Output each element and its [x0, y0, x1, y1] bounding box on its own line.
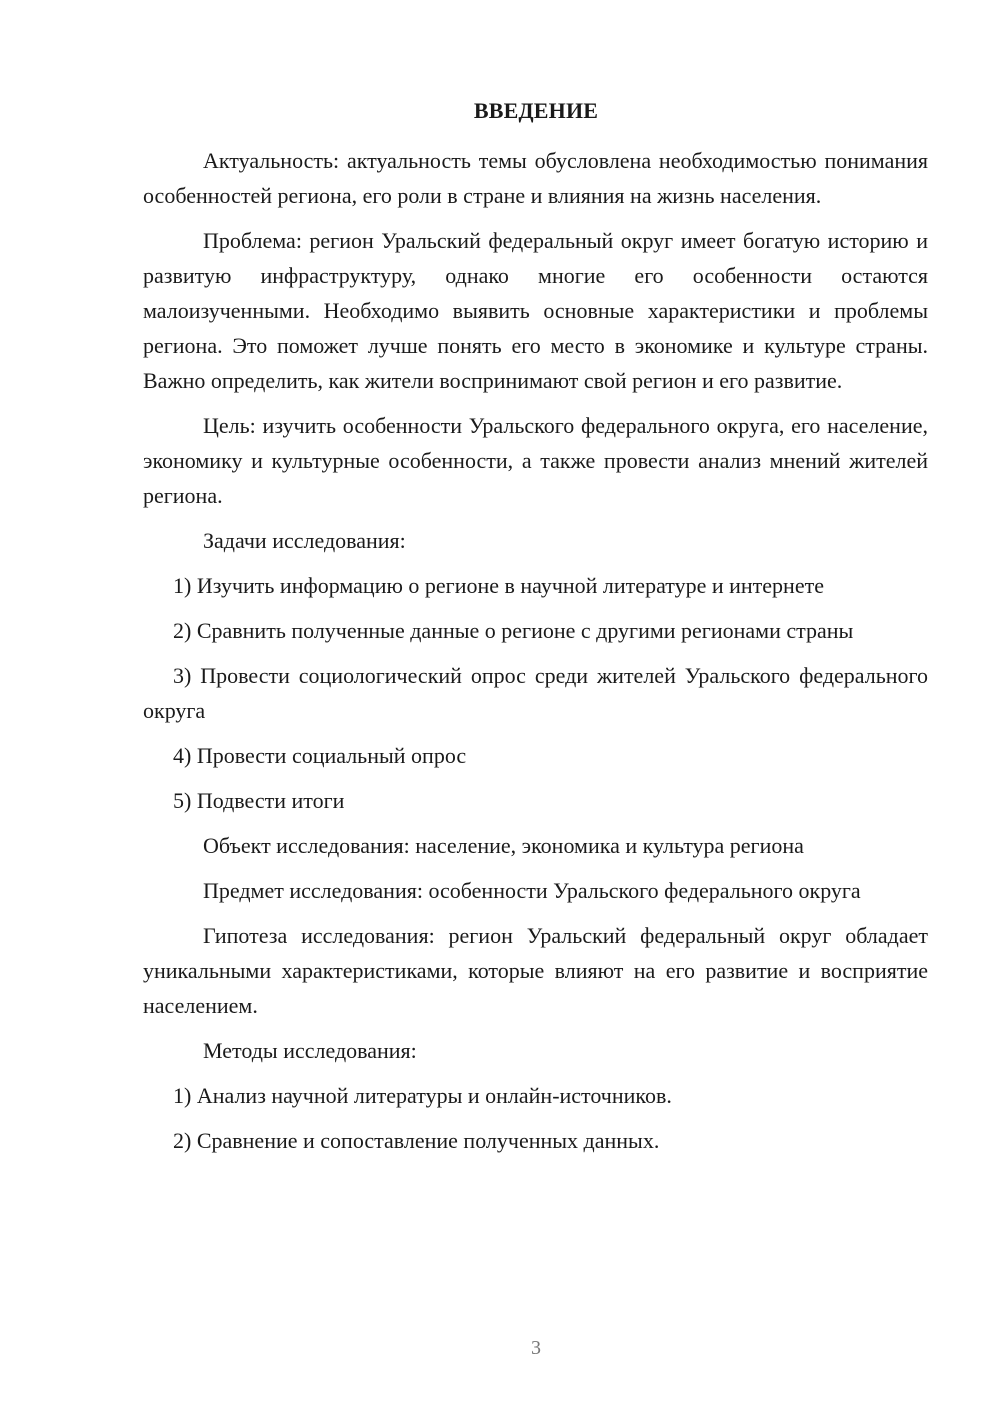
- paragraph-object: Объект исследования: население, экономика и культура региона: [203, 833, 804, 858]
- list-item-task-4: 4) Провести социальный опрос: [173, 743, 467, 768]
- list-item-method-1: 1) Анализ научной литературы и онлайн-источников.: [173, 1083, 672, 1108]
- list-item-method-2: 2) Сравнение и сопоставление полученных данных.: [173, 1128, 660, 1153]
- page-number: 3: [531, 1337, 541, 1359]
- paragraph-hypothesis: Гипотеза исследования: регион Уральский федеральный округ обладает уникальными характеристиками, которые влияют на его развитие и восприятие населением.: [143, 923, 928, 1018]
- paragraph-tasks-heading: Задачи исследования:: [203, 528, 406, 553]
- section-heading: ВВЕДЕНИЕ: [473, 98, 599, 123]
- paragraph-relevance: Актуальность: актуальность темы обусловлена необходимостью понимания особенностей региона, его роли в стране и влияния на жизнь населения.: [143, 148, 928, 208]
- document-body: [143, 143, 928, 1158]
- list-item-task-1: 1) Изучить информацию о регионе в научной литературе и интернете: [173, 573, 824, 598]
- paragraph-subject: Предмет исследования: особенности Уральского федерального округа: [203, 878, 861, 903]
- paragraph-goal: Цель: изучить особенности Уральского федерального округа, его население, экономику и культурные особенности, а также провести анализ мнений жителей региона.: [143, 413, 928, 508]
- paragraph-problem: Проблема: регион Уральский федеральный округ имеет богатую историю и развитую инфраструктуру, однако многие его особенности остаются малоизученными. Необходимо выявить основные характеристики и проблемы региона. Это поможет лучше понять его место в экономике и культуре страны. Важно определить, как жители воспринимают свой регион и его развитие.: [143, 228, 928, 393]
- list-item-task-5: 5) Подвести итоги: [173, 788, 345, 813]
- list-item-task-3: 3) Провести социологический опрос среди жителей Уральского федерального округа: [143, 663, 928, 723]
- list-item-task-2: 2) Сравнить полученные данные о регионе с другими регионами страны: [173, 618, 854, 643]
- paragraph-methods-heading: Методы исследования:: [203, 1038, 417, 1063]
